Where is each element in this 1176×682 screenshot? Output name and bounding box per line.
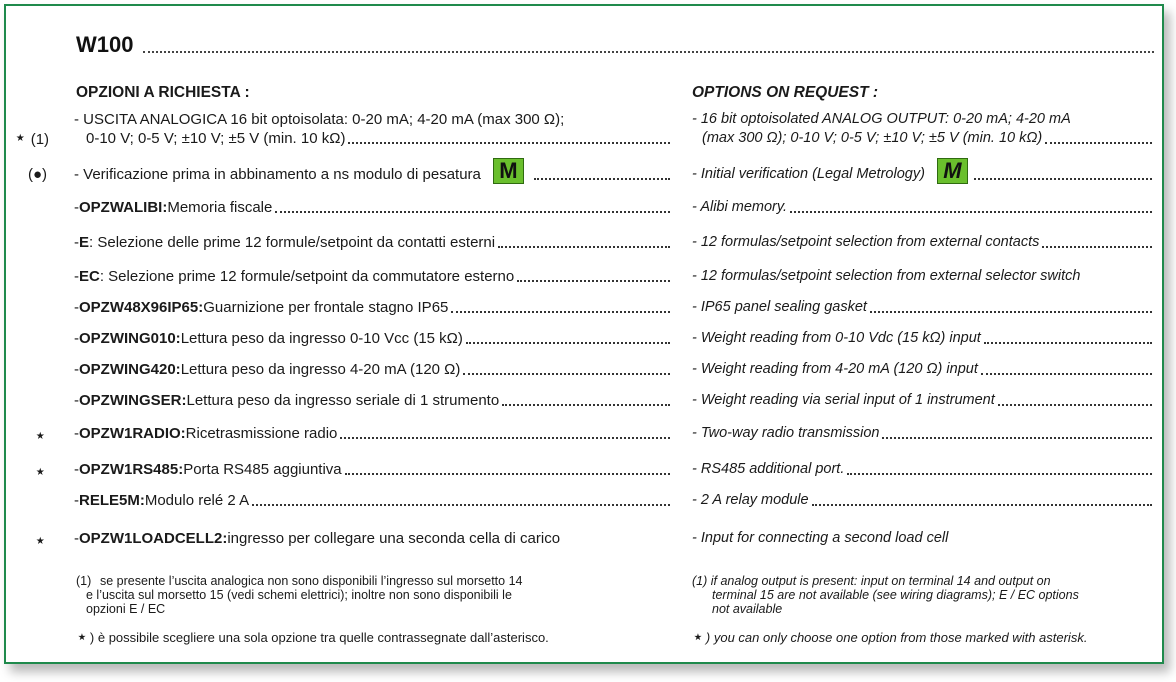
asterisk-icon: ⋆ xyxy=(14,127,27,149)
option-verification-en xyxy=(692,154,1152,184)
analog-output-en-line1: - 16 bit optoisolated ANALOG OUTPUT: 0-20 mA; 4-20 mA xyxy=(692,111,1071,127)
option-code: OPZWALIBI: xyxy=(79,199,168,216)
row2-marker: (●) xyxy=(28,166,48,183)
option-text-en: - Input for connecting a second load cell xyxy=(692,530,949,546)
option-row-en xyxy=(692,460,1152,479)
option-text-en: - RS485 additional port. xyxy=(692,461,845,477)
option-code: OPZWING420: xyxy=(79,361,181,378)
option-verification-it xyxy=(74,154,670,184)
option-row-it: - OPZW48X96IP65: Guarnizione per frontale stagno IP65 xyxy=(74,298,670,317)
option-text-it: Modulo relé 2 A xyxy=(144,492,250,509)
option-text-it: Guarnizione per frontale stagno IP65 xyxy=(203,299,449,316)
footnote-it-line3: opzioni E / EC xyxy=(86,602,166,616)
asterisk-note-it-text: ) è possibile scegliere una sola opzione tra quelle contrassegnate dall’asterisco. xyxy=(89,630,549,645)
option-text-en: - Alibi memory. xyxy=(692,199,788,215)
option-text-en: - IP65 panel sealing gasket xyxy=(692,299,867,315)
option-row-it: - OPZW1LOADCELL2: ingresso per collegare una seconda cella di carico xyxy=(74,530,561,547)
option-row-it: - E : Selezione delle prime 12 formule/setpoint da contatti esterni xyxy=(74,233,670,252)
note-ref-1: (1) xyxy=(30,131,50,148)
option-row-en xyxy=(692,360,1152,379)
footnote-1-it xyxy=(76,574,676,622)
option-text-it: Lettura peso da ingresso 0-10 Vcc (15 kΩ) xyxy=(180,330,463,347)
option-row-en xyxy=(692,424,1152,443)
asterisk-note-en-text: ) you can only choose one option from those marked with asterisk. xyxy=(705,630,1088,645)
option-code: OPZW1RADIO: xyxy=(79,425,186,442)
option-row-it: - OPZWALIBI: Memoria fiscale xyxy=(74,198,670,217)
footnote-en-line1: (1) if analog output is present: input on terminal 14 and output on xyxy=(692,574,1051,588)
option-text-en: - 12 formulas/setpoint selection from external selector switch xyxy=(692,268,1081,284)
option-code: OPZW1LOADCELL2: xyxy=(79,530,228,547)
model-title: W100 xyxy=(76,32,134,57)
asterisk-note-it xyxy=(76,627,549,648)
footnote-en-line3: not available xyxy=(712,602,783,616)
option-text-en: - Weight reading from 4-20 mA (120 Ω) input xyxy=(692,361,978,377)
option-text-it: Ricetrasmissione radio xyxy=(185,425,338,442)
option-row-en xyxy=(692,267,1152,286)
footnote-it-line1: se presente l’uscita analogica non sono disponibili l’ingresso sul morsetto 14 xyxy=(100,574,523,588)
option-code: RELE5M: xyxy=(79,492,145,509)
asterisk-icon: ⋆ xyxy=(34,461,47,483)
option-text-en: - Two-way radio transmission xyxy=(692,425,880,441)
asterisk-icon: ⋆ xyxy=(76,627,88,648)
header-en: OPTIONS ON REQUEST : xyxy=(692,84,879,101)
asterisk-note-en xyxy=(692,627,1088,648)
option-code: OPZWINGSER: xyxy=(79,392,187,409)
option-row-it: - OPZWING010: Lettura peso da ingresso 0-10 Vcc (15 kΩ) xyxy=(74,329,670,348)
footnote-en-line2: terminal 15 are not available (see wiring diagrams); E / EC options xyxy=(712,588,1079,602)
asterisk-icon: ⋆ xyxy=(34,425,47,447)
metrology-m-badge-en: M xyxy=(937,158,968,184)
verification-en-text: - Initial verification (Legal Metrology) xyxy=(692,166,925,182)
analog-output-en-line2: (max 300 Ω); 0-10 V; 0-5 V; ±10 V; ±5 V (min. 10 kΩ) xyxy=(702,130,1043,146)
footnote-it-line2: e l’uscita sul morsetto 15 (vedi schemi elettrici); inoltre non sono disponibili le xyxy=(86,588,512,602)
option-text-it: : Selezione prime 12 formule/setpoint da commutatore esterno xyxy=(99,268,515,285)
option-row-it: - RELE5M: Modulo relé 2 A xyxy=(74,491,670,510)
option-code: OPZW1RS485: xyxy=(79,461,184,478)
option-code: OPZW48X96IP65: xyxy=(79,299,204,316)
option-text-en: - Weight reading from 0-10 Vdc (15 kΩ) input xyxy=(692,330,981,346)
option-text-it: ingresso per collegare una seconda cella di carico xyxy=(227,530,561,547)
option-row-en xyxy=(692,491,1152,510)
option-row-it: - OPZW1RS485: Porta RS485 aggiuntiva xyxy=(74,460,670,479)
option-row-it: - OPZW1RADIO: Ricetrasmissione radio xyxy=(74,424,670,443)
verification-it-text: - Verificazione prima in abbinamento a ns modulo di pesatura xyxy=(74,166,481,183)
option-text-en: - 12 formulas/setpoint selection from external contacts xyxy=(692,234,1040,250)
option-text-it: : Selezione delle prime 12 formule/setpoint da contatti esterni xyxy=(89,234,496,251)
analog-output-it-line1: - USCITA ANALOGICA 16 bit optoisolata: 0-20 mA; 4-20 mA (max 300 Ω); xyxy=(74,111,565,128)
option-row-en xyxy=(692,329,1152,348)
option-row-it: - EC : Selezione prime 12 formule/setpoint da commutatore esterno xyxy=(74,267,670,286)
option-text-en: - Weight reading via serial input of 1 instrument xyxy=(692,392,995,408)
option-row-it: - OPZWING420: Lettura peso da ingresso 4-20 mA (120 Ω) xyxy=(74,360,670,379)
option-analog-output-en xyxy=(692,110,1152,148)
option-code: OPZWING010: xyxy=(79,330,181,347)
option-text-en: - 2 A relay module xyxy=(692,492,809,508)
option-code: EC xyxy=(79,268,100,285)
footnote-number: (1) xyxy=(76,574,92,588)
option-text-it: Memoria fiscale xyxy=(167,199,273,216)
metrology-m-badge: M xyxy=(493,158,524,184)
option-row-en xyxy=(692,298,1152,317)
option-analog-output-it xyxy=(74,110,670,148)
asterisk-icon: ⋆ xyxy=(692,627,704,648)
option-row-en xyxy=(692,198,1152,217)
row1-marker xyxy=(14,128,49,148)
option-row-en xyxy=(692,233,1152,252)
footnote-1-en xyxy=(692,574,1157,622)
option-text-it: Porta RS485 aggiuntiva xyxy=(183,461,342,478)
option-row-it: - OPZWINGSER: Lettura peso da ingresso seriale di 1 strumento xyxy=(74,391,670,410)
model-title-line xyxy=(76,32,1154,58)
option-text-it: Lettura peso da ingresso 4-20 mA (120 Ω) xyxy=(180,361,461,378)
asterisk-icon: ⋆ xyxy=(34,530,47,552)
analog-output-it-line2: 0-10 V; 0-5 V; ±10 V; ±5 V (min. 10 kΩ) xyxy=(86,130,346,147)
option-row-en xyxy=(692,529,1152,548)
option-row-en xyxy=(692,391,1152,410)
title-dot-leader xyxy=(143,50,1154,53)
option-code: E xyxy=(79,234,90,251)
header-it: OPZIONI A RICHIESTA : xyxy=(76,84,250,101)
option-text-it: Lettura peso da ingresso seriale di 1 strumento xyxy=(186,392,500,409)
options-panel xyxy=(4,4,1164,664)
